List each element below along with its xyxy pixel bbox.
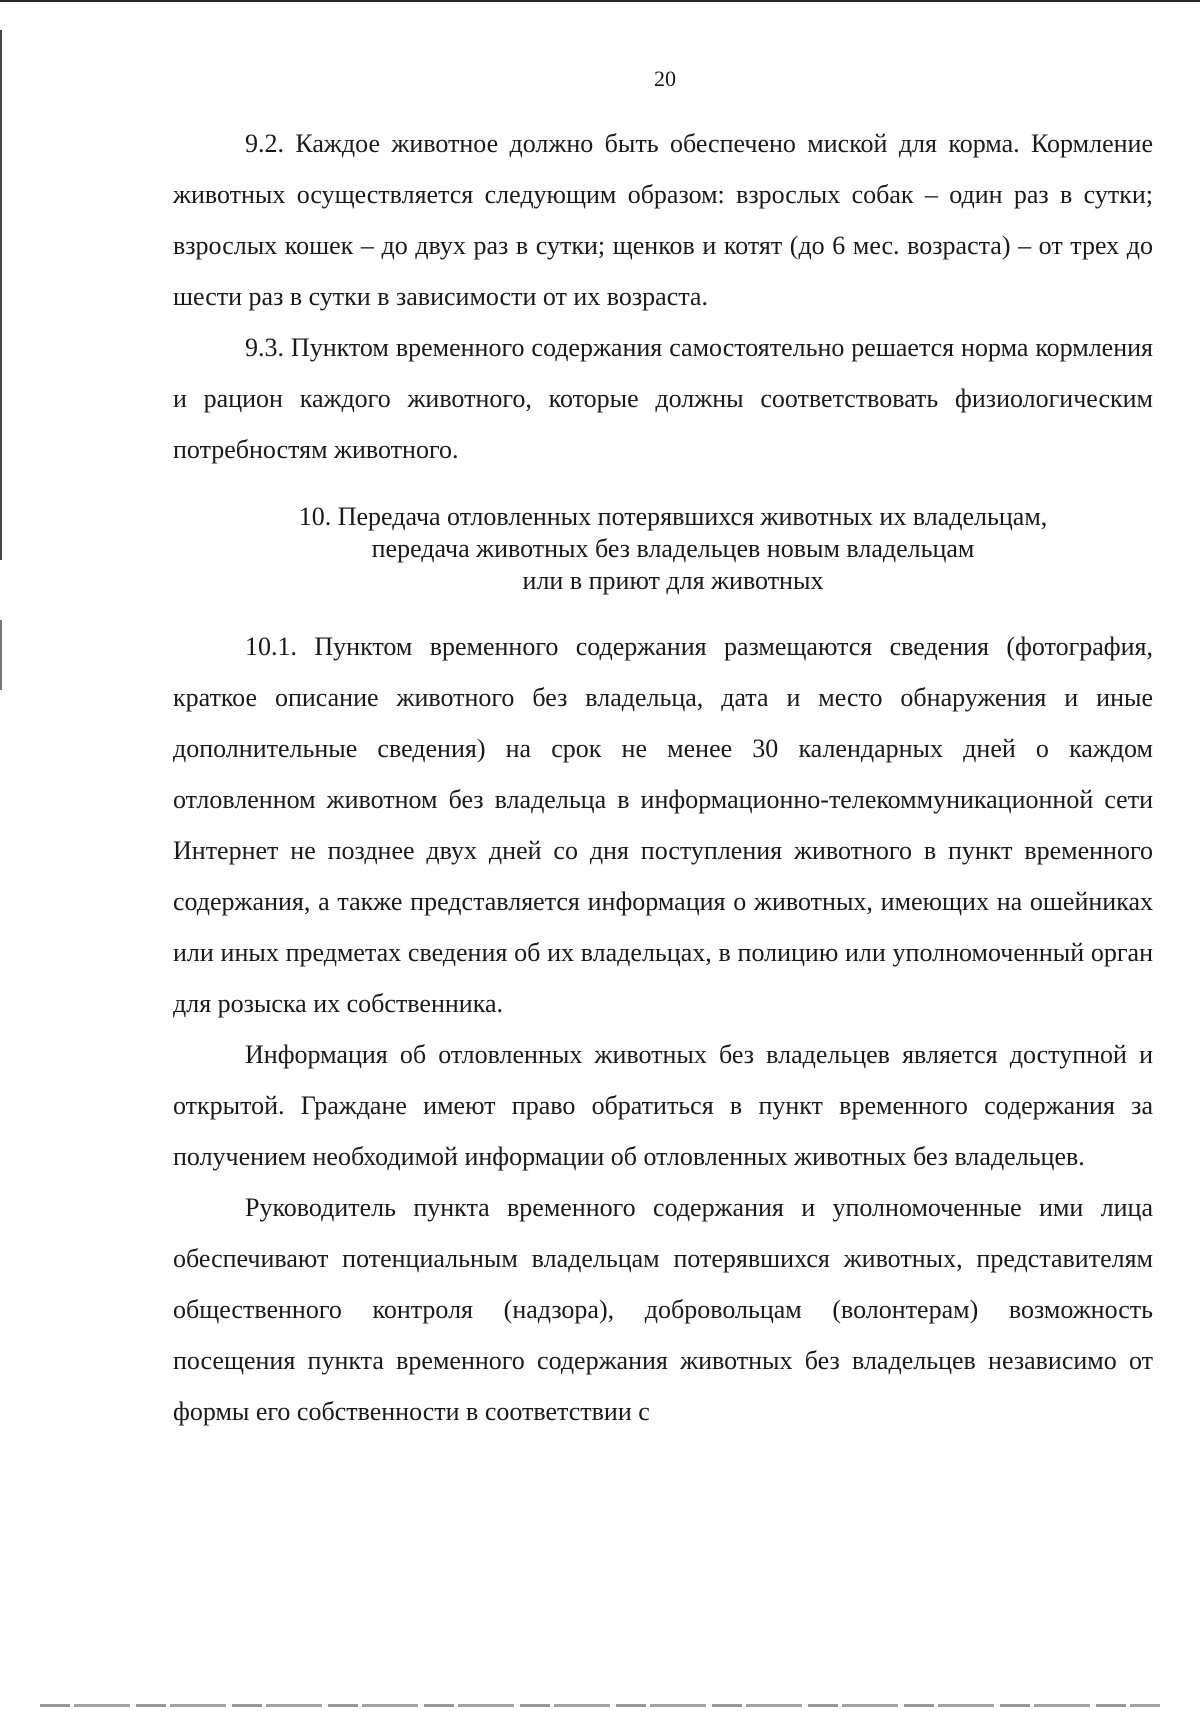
scan-edge-top <box>0 0 1200 2</box>
heading-line-2: передача животных без владельцев новым владельцам <box>371 534 975 563</box>
paragraph-9-3: 9.3. Пунктом временного содержания самостоятельно решается норма кормления и рацион каждого животного, которые должны соответствовать физиологическим потребностям животного. <box>173 333 1153 464</box>
page-number: 20 <box>654 66 676 91</box>
paragraph-10-1: 10.1. Пунктом временного содержания размещаются сведения (фотография, краткое описание животного без владельца, дата и место обнаружения и иные дополнительные сведения) на срок не менее 30 календарных дней о каждом отловленном животном без владельца в информационно-телекоммуникационной сети Интернет не позднее двух дней со дня поступления животного в пункт временного содержания, а также представляется информация о животных, имеющих на ошейниках или иных предметах сведения об их владельцах, в полицию или уполномоченный орган для розыска их собственника. <box>173 632 1153 1018</box>
paragraph-9-2: 9.2. Каждое животное должно быть обеспечено миской для корма. Кормление животных осуществляется следующим образом: взрослых собак – один раз в сутки; взрослых кошек – до двух раз в сутки; щенков и котят (до 6 мес. возраста) – от трех до шести раз в сутки в зависимости от их возраста. <box>173 129 1153 311</box>
scan-edge-left <box>0 30 2 560</box>
heading-line-1: 10. Передача отловленных потерявшихся животных их владельцам, <box>298 502 1048 531</box>
section-heading-10 <box>173 501 1153 597</box>
paragraph-information: Информация об отловленных животных без владельцев является доступной и открытой. Граждане имеют право обратиться в пункт временного содержания за получением необходимой информации об отловленных животных без владельцев. <box>173 1040 1153 1171</box>
heading-line-3: или в приют для животных <box>522 566 824 595</box>
scan-edge-left-lower <box>0 620 2 690</box>
document-body <box>173 118 1153 1437</box>
scan-edge-bottom <box>40 1704 1160 1707</box>
paragraph-head: Руководитель пункта временного содержания и уполномоченные ими лица обеспечивают потенциальным владельцам потерявшихся животных, представителям общественного контроля (надзора), добровольцам (волонтерам) возможность посещения пункта временного содержания животных без владельцев независимо от формы его собственности в соответствии с <box>173 1193 1153 1426</box>
